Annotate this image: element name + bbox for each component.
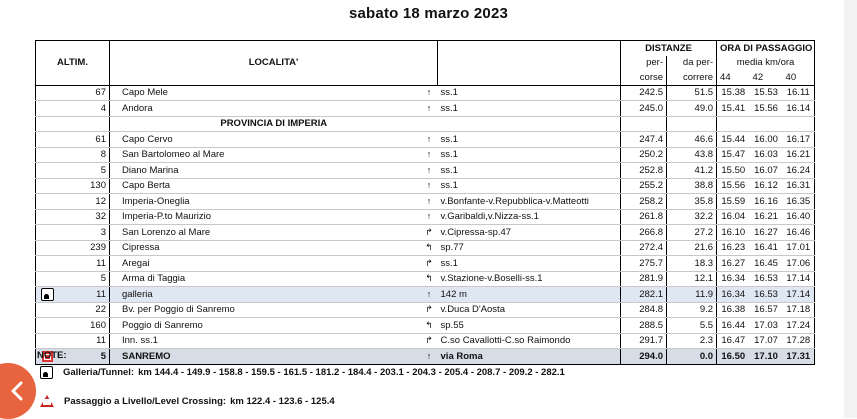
row-time-44: 16.23 — [717, 240, 750, 256]
row-time-44: 16.44 — [717, 318, 750, 334]
header-percorrere-2: correre — [667, 70, 717, 85]
row-location: Imperia-Oneglia — [110, 194, 421, 210]
row-time-42: 16.21 — [750, 209, 783, 225]
row-percorse: 261.8 — [621, 209, 667, 225]
row-location: Inn. ss.1 — [110, 333, 421, 349]
row-road: ss.1 — [438, 85, 621, 101]
row-direction: ↑ — [421, 85, 438, 101]
row-altitude: 67 — [60, 85, 110, 101]
row-location: Capo Berta — [110, 178, 421, 194]
row-time-42: 17.07 — [750, 333, 783, 349]
section-spacer — [60, 116, 110, 132]
table-row — [36, 132, 815, 148]
note-tunnel-km: km 144.4 - 149.9 - 158.8 - 159.5 - 161.5 - 181.2 - 184.4 - 203.1 - 204.3 - 205.4 - 208.7 - 209.2 - 282.1 — [138, 367, 565, 378]
row-location: galleria — [110, 287, 421, 303]
row-time-42: 16.57 — [750, 302, 783, 318]
row-time-42: 16.00 — [750, 132, 783, 148]
row-road: v.Bonfante-v.Repubblica-v.Matteotti — [438, 194, 621, 210]
row-time-40: 16.46 — [783, 225, 815, 241]
row-time-40: 17.24 — [783, 318, 815, 334]
row-icon-cell — [36, 240, 60, 256]
table-row — [36, 256, 815, 272]
row-time-40: 16.35 — [783, 194, 815, 210]
row-percorse: 252.8 — [621, 163, 667, 179]
route-table — [35, 40, 815, 365]
row-time-44: 15.38 — [717, 85, 750, 101]
table-row — [36, 101, 815, 117]
row-altitude: 11 — [60, 287, 110, 303]
note-tunnel-label: Galleria/Tunnel: — [63, 367, 135, 378]
row-direction: ↑ — [421, 349, 438, 365]
row-icon-cell — [36, 333, 60, 349]
row-percorse: 272.4 — [621, 240, 667, 256]
row-time-44: 16.34 — [717, 287, 750, 303]
row-time-40: 16.11 — [783, 85, 815, 101]
row-time-40: 17.01 — [783, 240, 815, 256]
row-percorrere: 21.6 — [667, 240, 717, 256]
section-spacer — [36, 116, 60, 132]
row-location: Bv. per Poggio di Sanremo — [110, 302, 421, 318]
row-percorrere: 46.6 — [667, 132, 717, 148]
row-percorrere: 35.8 — [667, 194, 717, 210]
row-road: ss.1 — [438, 101, 621, 117]
row-percorse: 255.2 — [621, 178, 667, 194]
row-altitude: 239 — [60, 240, 110, 256]
row-time-40: 17.18 — [783, 302, 815, 318]
row-direction: ↑ — [421, 163, 438, 179]
row-time-42: 15.56 — [750, 101, 783, 117]
section-spacer — [750, 116, 783, 132]
page-title: sabato 18 marzo 2023 — [348, 5, 509, 22]
row-altitude: 8 — [60, 147, 110, 163]
row-time-40: 16.31 — [783, 178, 815, 194]
tunnel-icon — [41, 288, 54, 301]
row-time-44: 15.56 — [717, 178, 750, 194]
row-percorse: 258.2 — [621, 194, 667, 210]
row-percorse: 247.4 — [621, 132, 667, 148]
header-speed-44: 44 — [717, 70, 750, 85]
row-altitude: 11 — [60, 256, 110, 272]
header-percorrere-1: da per- — [667, 56, 717, 71]
row-road: ss.1 — [438, 163, 621, 179]
route-table-body — [36, 85, 815, 364]
row-time-42: 17.10 — [750, 349, 783, 365]
table-row — [36, 178, 815, 194]
row-location: Andora — [110, 101, 421, 117]
row-icon-cell — [36, 271, 60, 287]
row-road: via Roma — [438, 349, 621, 365]
row-altitude: 5 — [60, 163, 110, 179]
row-direction: ↑ — [421, 147, 438, 163]
table-row — [36, 302, 815, 318]
row-direction: ↱ — [421, 256, 438, 272]
row-time-42: 16.16 — [750, 194, 783, 210]
section-spacer — [667, 116, 717, 132]
row-road: v.Cipressa-sp.47 — [438, 225, 621, 241]
row-percorrere: 38.8 — [667, 178, 717, 194]
header-localita: LOCALITA' — [110, 41, 438, 86]
row-location: San Lorenzo al Mare — [110, 225, 421, 241]
row-percorse: 242.5 — [621, 85, 667, 101]
row-time-42: 16.41 — [750, 240, 783, 256]
row-time-44: 16.27 — [717, 256, 750, 272]
row-road: v.Stazione-v.Boselli-ss.1 — [438, 271, 621, 287]
row-time-40: 16.40 — [783, 209, 815, 225]
row-road: v.Garibaldi,v.Nizza-ss.1 — [438, 209, 621, 225]
final-row — [36, 349, 815, 365]
row-time-42: 16.12 — [750, 178, 783, 194]
row-time-42: 16.03 — [750, 147, 783, 163]
row-direction: ↰ — [421, 240, 438, 256]
row-direction: ↰ — [421, 271, 438, 287]
row-time-44: 16.34 — [717, 271, 750, 287]
row-percorrere: 41.2 — [667, 163, 717, 179]
table-row — [36, 147, 815, 163]
row-time-42: 16.53 — [750, 287, 783, 303]
header-percorse-1: per- — [621, 56, 667, 71]
header-media: media km/ora — [717, 56, 815, 71]
row-altitude: 130 — [60, 178, 110, 194]
row-altitude: 61 — [60, 132, 110, 148]
row-icon-cell — [36, 178, 60, 194]
row-altitude: 32 — [60, 209, 110, 225]
section-spacer — [717, 116, 750, 132]
section-spacer — [438, 116, 621, 132]
row-location: Diano Marina — [110, 163, 421, 179]
row-altitude: 4 — [60, 101, 110, 117]
row-direction: ↱ — [421, 225, 438, 241]
row-time-40: 16.14 — [783, 101, 815, 117]
row-altitude: 12 — [60, 194, 110, 210]
row-icon-cell — [36, 287, 60, 303]
row-icon-cell — [36, 256, 60, 272]
row-time-42: 16.53 — [750, 271, 783, 287]
row-time-44: 16.38 — [717, 302, 750, 318]
row-percorrere: 12.1 — [667, 271, 717, 287]
row-altitude: 160 — [60, 318, 110, 334]
header-speed-40: 40 — [783, 70, 815, 85]
row-location: SANREMO — [110, 349, 421, 365]
header-altim: ALTIM. — [36, 41, 110, 86]
level-crossing-icon — [40, 395, 54, 407]
table-row — [36, 318, 815, 334]
row-percorrere: 2.3 — [667, 333, 717, 349]
row-time-40: 16.24 — [783, 163, 815, 179]
row-percorse: 266.8 — [621, 225, 667, 241]
row-icon-cell — [36, 194, 60, 210]
row-location: Poggio di Sanremo — [110, 318, 421, 334]
header-ora: ORA DI PASSAGGIO — [717, 41, 815, 56]
row-percorrere: 18.3 — [667, 256, 717, 272]
row-time-40: 16.17 — [783, 132, 815, 148]
row-time-44: 16.04 — [717, 209, 750, 225]
row-time-40: 17.14 — [783, 271, 815, 287]
table-row — [36, 287, 815, 303]
header-distanze: DISTANZE — [621, 41, 717, 56]
row-time-44: 16.10 — [717, 225, 750, 241]
row-icon-cell — [36, 163, 60, 179]
row-road: ss.1 — [438, 132, 621, 148]
row-icon-cell — [36, 318, 60, 334]
row-time-42: 17.03 — [750, 318, 783, 334]
row-icon-cell — [36, 101, 60, 117]
header-road-spacer — [438, 41, 621, 86]
row-road: sp.77 — [438, 240, 621, 256]
row-icon-cell — [36, 302, 60, 318]
row-direction: ↱ — [421, 302, 438, 318]
table-row — [36, 271, 815, 287]
row-time-40: 16.21 — [783, 147, 815, 163]
header-percorse-2: corse — [621, 70, 667, 85]
back-button[interactable] — [0, 363, 36, 419]
row-altitude: 11 — [60, 333, 110, 349]
chevron-left-icon — [10, 380, 24, 402]
row-location: Capo Mele — [110, 85, 421, 101]
table-row — [36, 194, 815, 210]
row-altitude: 3 — [60, 225, 110, 241]
section-spacer — [783, 116, 815, 132]
section-row — [36, 116, 815, 132]
right-edge-shade — [844, 0, 857, 418]
row-road: sp.55 — [438, 318, 621, 334]
row-road: ss.1 — [438, 256, 621, 272]
row-percorrere: 49.0 — [667, 101, 717, 117]
row-location: Arma di Taggia — [110, 271, 421, 287]
row-time-44: 15.41 — [717, 101, 750, 117]
row-percorrere: 0.0 — [667, 349, 717, 365]
row-time-44: 15.50 — [717, 163, 750, 179]
table-row — [36, 163, 815, 179]
row-percorrere: 51.5 — [667, 85, 717, 101]
row-percorrere: 5.5 — [667, 318, 717, 334]
row-time-44: 15.59 — [717, 194, 750, 210]
row-icon-cell — [36, 85, 60, 101]
row-percorrere: 43.8 — [667, 147, 717, 163]
row-time-44: 15.44 — [717, 132, 750, 148]
row-direction: ↑ — [421, 209, 438, 225]
table-row — [36, 240, 815, 256]
row-percorse: 275.7 — [621, 256, 667, 272]
row-percorse: 281.9 — [621, 271, 667, 287]
row-time-42: 16.45 — [750, 256, 783, 272]
row-time-42: 15.53 — [750, 85, 783, 101]
section-spacer — [621, 116, 667, 132]
row-road: C.so Cavallotti-C.so Raimondo — [438, 333, 621, 349]
row-percorrere: 11.9 — [667, 287, 717, 303]
row-location: Imperia-P.to Maurizio — [110, 209, 421, 225]
row-location: Aregai — [110, 256, 421, 272]
row-time-44: 16.47 — [717, 333, 750, 349]
notes-title: NOTE: — [37, 350, 67, 361]
row-percorse: 245.0 — [621, 101, 667, 117]
row-icon-cell — [36, 147, 60, 163]
row-time-40: 17.06 — [783, 256, 815, 272]
row-road: ss.1 — [438, 147, 621, 163]
row-direction: ↱ — [421, 333, 438, 349]
note-tunnel — [40, 366, 565, 379]
row-percorrere: 32.2 — [667, 209, 717, 225]
row-icon-cell — [36, 209, 60, 225]
row-time-40: 17.14 — [783, 287, 815, 303]
row-road: ss.1 — [438, 178, 621, 194]
row-location: Cipressa — [110, 240, 421, 256]
row-percorrere: 9.2 — [667, 302, 717, 318]
row-direction: ↑ — [421, 287, 438, 303]
row-direction: ↑ — [421, 194, 438, 210]
row-time-40: 17.31 — [783, 349, 815, 365]
table-row — [36, 85, 815, 101]
note-crossing-label: Passaggio a Livello/Level Crossing: — [64, 395, 227, 407]
row-percorse: 291.7 — [621, 333, 667, 349]
row-time-40: 17.28 — [783, 333, 815, 349]
row-road: 142 m — [438, 287, 621, 303]
row-time-42: 16.07 — [750, 163, 783, 179]
row-road: v.Duca D'Aosta — [438, 302, 621, 318]
note-crossing — [40, 395, 335, 407]
table-row — [36, 209, 815, 225]
section-title: PROVINCIA DI IMPERIA — [110, 116, 438, 132]
row-altitude: 22 — [60, 302, 110, 318]
row-percorse: 284.8 — [621, 302, 667, 318]
row-icon-cell — [36, 132, 60, 148]
row-time-44: 16.50 — [717, 349, 750, 365]
row-location: San Bartolomeo al Mare — [110, 147, 421, 163]
row-time-42: 16.27 — [750, 225, 783, 241]
row-percorse: 294.0 — [621, 349, 667, 365]
row-percorse: 282.1 — [621, 287, 667, 303]
row-altitude: 5 — [60, 349, 110, 365]
row-direction: ↑ — [421, 178, 438, 194]
table-row — [36, 225, 815, 241]
header-speed-42: 42 — [750, 70, 783, 85]
note-crossing-km: km 122.4 - 123.6 - 125.4 — [230, 395, 335, 407]
row-altitude: 5 — [60, 271, 110, 287]
row-icon-cell — [36, 225, 60, 241]
row-percorrere: 27.2 — [667, 225, 717, 241]
tunnel-icon — [40, 366, 53, 379]
row-percorse: 250.2 — [621, 147, 667, 163]
row-percorse: 288.5 — [621, 318, 667, 334]
row-time-44: 15.47 — [717, 147, 750, 163]
row-location: Capo Cervo — [110, 132, 421, 148]
row-direction: ↑ — [421, 132, 438, 148]
row-direction: ↰ — [421, 318, 438, 334]
table-row — [36, 333, 815, 349]
row-direction: ↑ — [421, 101, 438, 117]
